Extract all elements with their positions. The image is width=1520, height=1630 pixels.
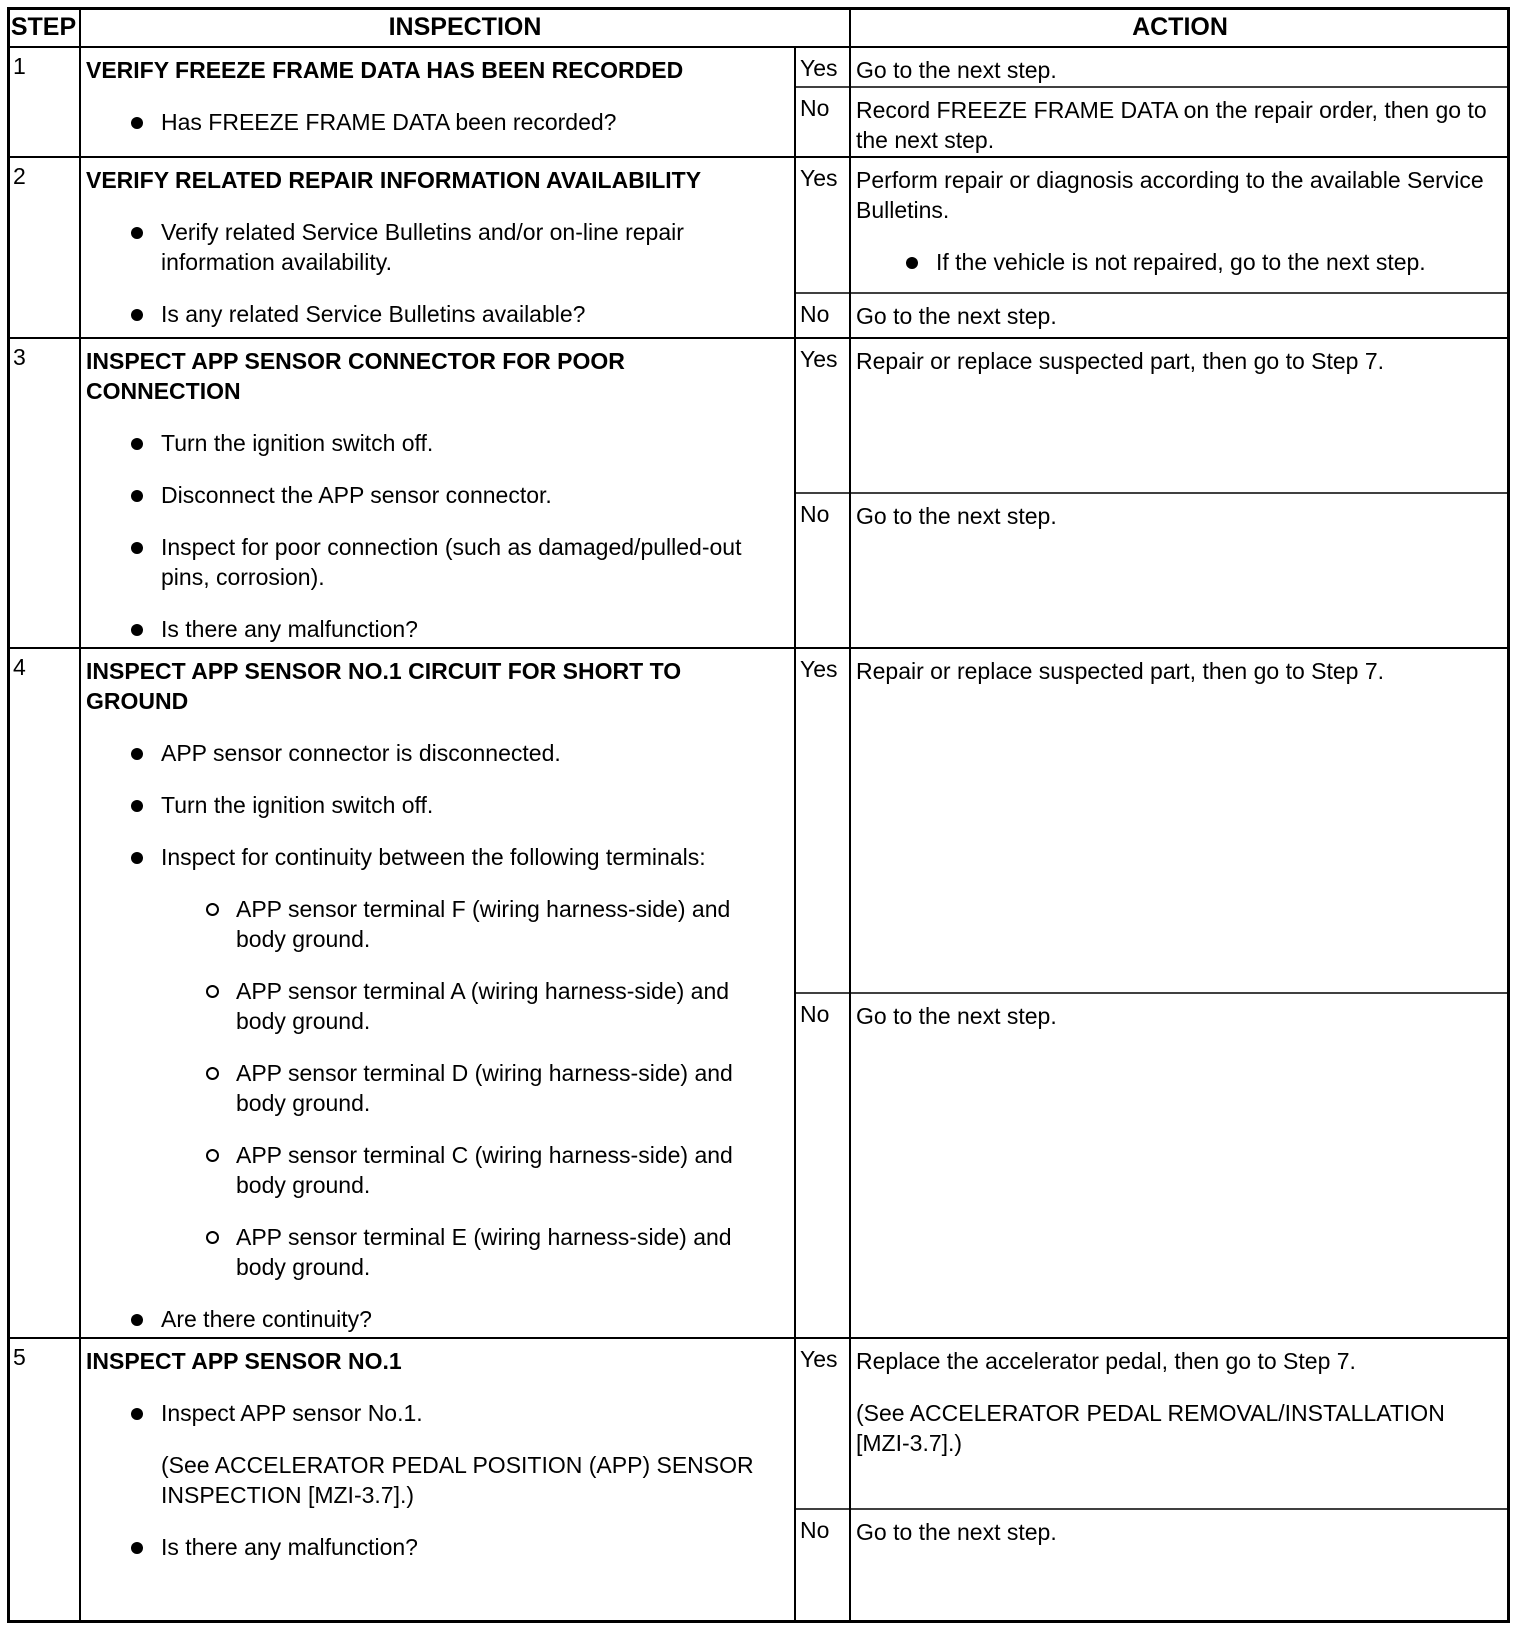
- no-label: No: [800, 301, 830, 327]
- diagnostic-procedure-table: [7, 7, 1510, 1623]
- step-3-yes-action: [850, 338, 1510, 398]
- inspection-subitem: APP sensor terminal A (wiring harness-side) and body ground.: [86, 976, 775, 1036]
- action-text: Go to the next step.: [856, 57, 1057, 83]
- action-text: Go to the next step.: [856, 1003, 1057, 1029]
- yes-label: Yes: [800, 346, 838, 372]
- step-number: 1: [13, 53, 26, 79]
- no-label: No: [800, 1517, 830, 1543]
- header-action: ACTION: [1132, 13, 1228, 41]
- inspection-item: Is there any malfunction?: [86, 1532, 775, 1562]
- action-text: Perform repair or diagnosis according to the available Service Bulletins.: [856, 167, 1484, 223]
- inspection-item: Verify related Service Bulletins and/or on-line repair information availability.: [86, 217, 775, 277]
- inspection-item: Disconnect the APP sensor connector.: [86, 480, 775, 510]
- step-3-inspection: [80, 338, 795, 666]
- step-title: INSPECT APP SENSOR NO.1 CIRCUIT FOR SHORT TO GROUND: [86, 658, 682, 714]
- step-number: 5: [13, 1344, 26, 1370]
- inspection-item: Inspect for poor connection (such as damaged/pulled-out pins, corrosion).: [86, 532, 775, 592]
- inspection-subitem: APP sensor terminal F (wiring harness-side) and body ground.: [86, 894, 775, 954]
- inspection-item: Turn the ignition switch off.: [86, 790, 775, 820]
- step-3-no-action: [850, 493, 1510, 553]
- step-title: INSPECT APP SENSOR CONNECTOR FOR POOR CONNECTION: [86, 348, 625, 404]
- inspection-subitem: APP sensor terminal D (wiring harness-side) and body ground.: [86, 1058, 775, 1118]
- action-text: Record FREEZE FRAME DATA on the repair order, then go to the next step.: [856, 97, 1487, 153]
- step-title: VERIFY FREEZE FRAME DATA HAS BEEN RECORDED: [86, 57, 684, 83]
- step-5-no-action: [850, 1509, 1510, 1569]
- inspection-item: Inspect APP sensor No.1.: [86, 1398, 775, 1428]
- yes-label: Yes: [800, 1346, 838, 1372]
- step-5-yes-action: [850, 1338, 1510, 1480]
- action-bullet: If the vehicle is not repaired, go to the next step.: [856, 247, 1496, 277]
- action-text: Go to the next step.: [856, 1519, 1057, 1545]
- no-label: No: [800, 95, 830, 121]
- inspection-item: Is there any malfunction?: [86, 614, 775, 644]
- step-number: 3: [13, 344, 26, 370]
- header-step: STEP: [10, 13, 77, 41]
- action-text: Go to the next step.: [856, 303, 1057, 329]
- action-text: Go to the next step.: [856, 503, 1057, 529]
- no-label: No: [800, 501, 830, 527]
- step-4-inspection: [80, 648, 795, 1356]
- yes-label: Yes: [800, 656, 838, 682]
- no-label: No: [800, 1001, 830, 1027]
- step-title: INSPECT APP SENSOR NO.1: [86, 1348, 402, 1374]
- header-inspection: INSPECTION: [388, 13, 542, 41]
- step-1-inspection: [80, 47, 795, 159]
- step-2-yes-action: [850, 157, 1510, 299]
- yes-label: Yes: [800, 165, 838, 191]
- inspection-item: Is any related Service Bulletins available?: [86, 299, 775, 329]
- inspection-subitem: APP sensor terminal E (wiring harness-side) and body ground.: [86, 1222, 775, 1282]
- step-4-yes-action: [850, 648, 1510, 708]
- inspection-item: APP sensor connector is disconnected.: [86, 738, 775, 768]
- step-title: VERIFY RELATED REPAIR INFORMATION AVAILABILITY: [86, 167, 702, 193]
- inspection-item: Has FREEZE FRAME DATA been recorded?: [86, 107, 775, 137]
- inspection-note: (See ACCELERATOR PEDAL POSITION (APP) SENSOR INSPECTION [MZI-3.7].): [161, 1452, 754, 1508]
- action-text: Repair or replace suspected part, then go to Step 7.: [856, 658, 1385, 684]
- inspection-item: Turn the ignition switch off.: [86, 428, 775, 458]
- step-number: 2: [13, 163, 26, 189]
- step-2-inspection: [80, 157, 795, 351]
- yes-label: Yes: [800, 55, 838, 81]
- step-5-inspection: [80, 1338, 795, 1584]
- inspection-subitem: APP sensor terminal C (wiring harness-side) and body ground.: [86, 1140, 775, 1200]
- action-text: Replace the accelerator pedal, then go to Step 7.: [856, 1348, 1356, 1374]
- step-number: 4: [13, 654, 26, 680]
- step-4-no-action: [850, 993, 1510, 1053]
- action-reference: (See ACCELERATOR PEDAL REMOVAL/INSTALLATION [MZI-3.7].): [856, 1400, 1445, 1456]
- inspection-item: Are there continuity?: [86, 1304, 775, 1334]
- inspection-item: Inspect for continuity between the following terminals:: [86, 842, 775, 872]
- action-text: Repair or replace suspected part, then go to Step 7.: [856, 348, 1385, 374]
